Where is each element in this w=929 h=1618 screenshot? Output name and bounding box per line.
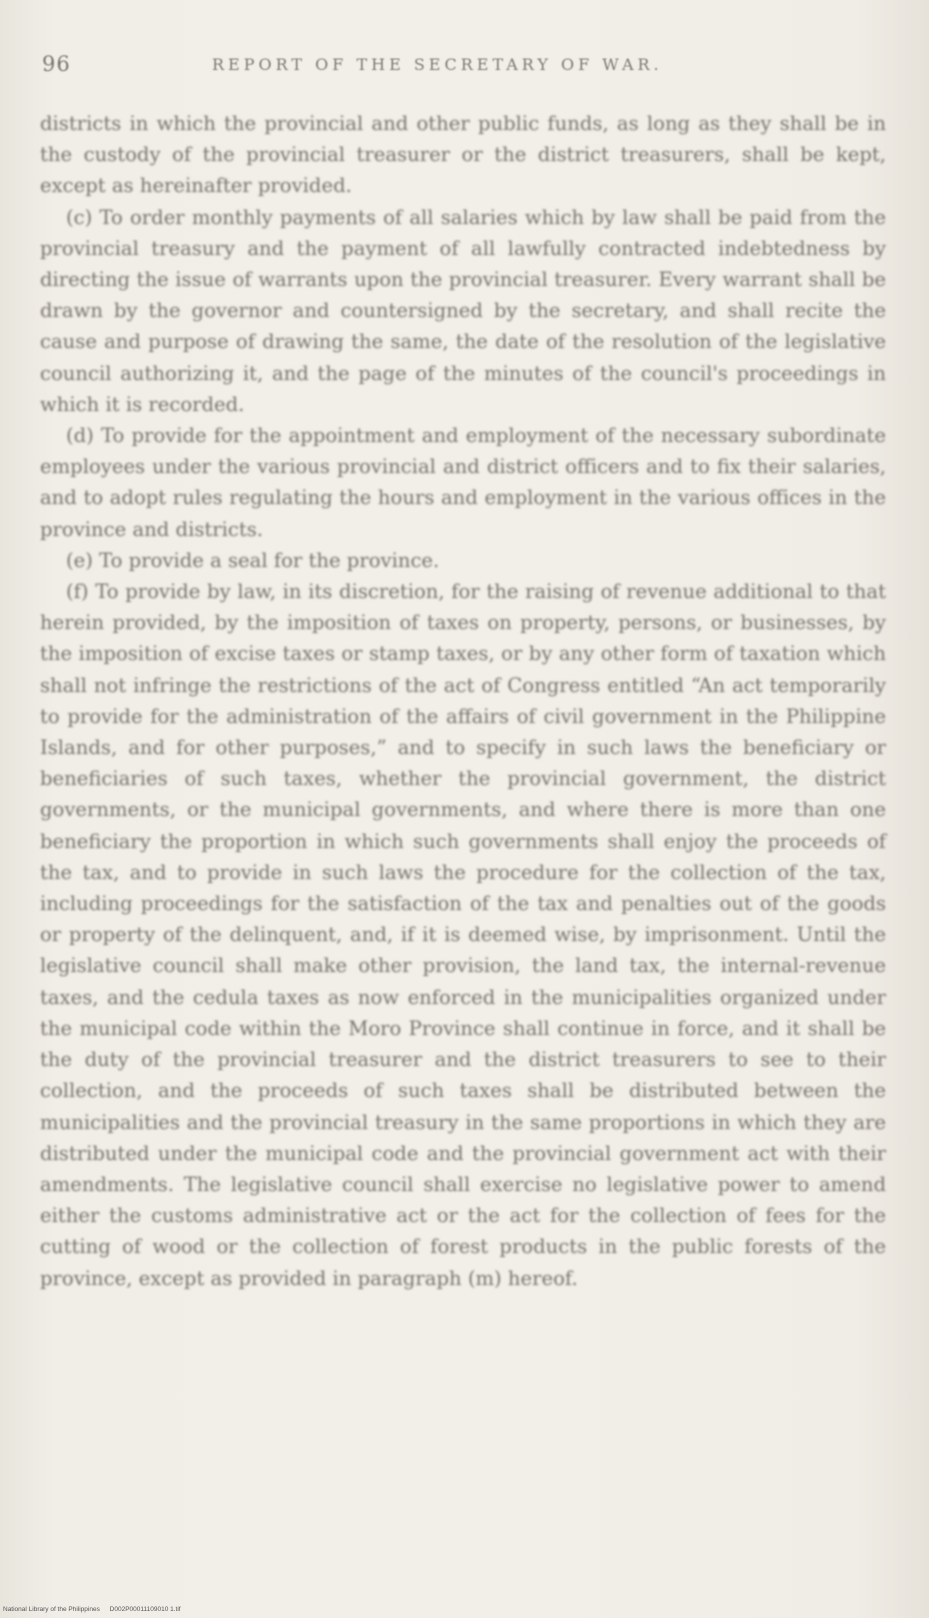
paragraph-d: (d) To provide for the appointment and employment of the necessary subordinate employees under the various provincial and district officers and to fix their salaries, and to adopt rules regulating the hours and employment in the various offices in the province and districts. (40, 424, 886, 541)
paragraph-c: (c) To order monthly payments of all salaries which by law shall be paid from the provincial treasury and the payment of all lawfully contracted indebtedness by directing the issue of warrants upon the provincial treasurer. Every warrant shall be drawn by the governor and countersigned by the secretary, and shall recite the cause and purpose of drawing the same, the date of the resolution of the legislative council authorizing it, and the page of the minutes of the council's proceedings in which it is recorded. (40, 205, 886, 416)
footer-image-id: D002P00011109010 1.tif (109, 1606, 181, 1613)
footer-library: National Library of the Philippines (3, 1606, 100, 1613)
page-header (42, 52, 883, 82)
body-text (40, 108, 886, 1294)
page-number: 96 (42, 52, 71, 76)
scan-footer (3, 1606, 189, 1613)
running-title: REPORT OF THE SECRETARY OF WAR. (212, 55, 663, 74)
paragraph-f: (f) To provide by law, in its discretion, for the raising of revenue additional to that herein provided, by the imposition of taxes on property, persons, or businesses, by the imposition of excise taxes or stamp taxes, or by any other form of taxation which shall not infringe the restrictions of the act of Congress entitled “An act temporarily to provide for the administration of the affairs of civil government in the Philippine Islands, and for other purposes,” and to specify in such laws the beneficiary or beneficiaries of such taxes, whether the provincial government, the district governments, or the municipal governments, and where there is more than one beneficiary the proportion in which such governments shall enjoy the proceeds of the tax, and to provide in such laws the procedure for the collection of the tax, including proceedings for the satisfaction of the tax and penalties out of the goods or property of the delinquent, and, if it is deemed wise, by imprisonment. Until the legislative council shall make other provision, the land tax, the internal-revenue taxes, and the cedula taxes as now enforced in the municipalities organized under the municipal code within the Moro Province shall continue in force, and it shall be the duty of the provincial treasurer and the district treasurers to see to their collection, and the proceeds of such taxes shall be distributed between the municipalities and the provincial treasury in the same proportions in which they are distributed under the municipal code and the provincial government act with their amendments. The legislative council shall exercise no legislative power to amend either the customs administrative act or the act for the collection of fees for the cutting of wood or the collection of forest products in the public forests of the province, except as provided in paragraph (m) hereof. (40, 580, 886, 1290)
paragraph-e: (e) To provide a seal for the province. (66, 548, 440, 572)
paragraph-continuation: districts in which the provincial and other public funds, as long as they shall be in the custody of the provincial treasurer or the district treasurers, shall be kept, except as hereinafter provided. (40, 112, 886, 198)
